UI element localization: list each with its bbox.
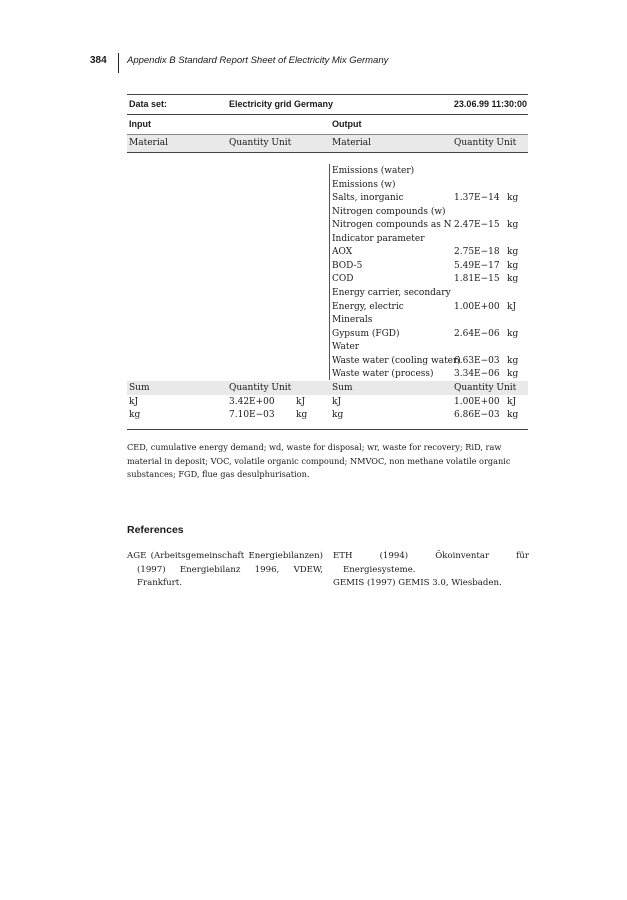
sum-header-row [127,382,528,395]
sum-in-material: kJ [129,397,139,407]
output-row [127,287,528,300]
output-material: Gypsum (FGD) [332,328,400,339]
references-left-column [127,550,323,591]
sum-out-material: kg [332,410,344,420]
output-material: COD [332,274,354,285]
output-material: Emissions (w) [332,179,396,190]
output-quantity: 5.49E−17 [454,260,500,271]
sum-out-quantity: 6.86E−03 [454,410,500,420]
output-material: Energy, electric [332,301,404,312]
output-material: Water [332,342,360,353]
table-rule [127,114,528,115]
references-right-column [333,550,529,591]
dataset-label: Data set: [129,99,168,109]
output-unit: kg [507,193,519,204]
output-row [127,328,528,341]
output-row [127,219,528,232]
output-material: Waste water (cooling water) [332,355,461,366]
output-row [127,273,528,286]
output-quantity: 2.47E−15 [454,220,500,231]
output-unit: kg [507,274,519,285]
sum-row [127,409,528,422]
output-label: Output [332,119,362,129]
output-material: AOX [332,247,353,258]
reference-entry: ETH (1994) Ökoinventar für Energiesysteme. [333,551,529,575]
sum-in-material: kg [129,410,141,420]
input-quantity-unit-header: Quantity Unit [229,138,292,148]
output-material: Emissions (water) [332,166,415,176]
header-divider [118,53,119,73]
output-quantity: 3.34E−06 [454,369,500,380]
output-row [127,260,528,273]
output-row [127,165,528,178]
output-unit: kg [507,328,519,339]
table-footnote: CED, cumulative energy demand; wd, waste for disposal; wr, waste for recovery; RiD, raw material in deposit; VOC, volatile organic compound; NMVOC, non methane volatile organic substances; FGD, flue gas desulphurisation. [127,442,511,479]
sum-label-output: Sum [332,383,353,393]
output-unit: kg [507,247,519,258]
output-material: Salts, inorganic [332,193,404,204]
reference-entry: GEMIS (1997) GEMIS 3.0, Wiesbaden. [333,578,502,588]
output-material: Waste water (process) [332,369,434,380]
section-header-row [127,118,528,131]
sum-quantity-unit-input: Quantity Unit [229,383,292,393]
dataset-date: 23.06.99 11:30:00 [453,99,527,109]
output-unit: kg [507,369,519,380]
output-row [127,355,528,368]
output-material: Indicator parameter [332,233,425,244]
table-rule [127,152,528,153]
output-row [127,233,528,246]
output-material-header: Material [332,138,371,148]
output-material: Minerals [332,315,373,326]
output-unit: kJ [507,301,517,312]
output-row [127,341,528,354]
column-header-row [127,137,528,150]
sum-row [127,396,528,409]
output-quantity: 1.81E−15 [454,274,500,285]
sum-out-material: kJ [332,397,342,407]
sum-in-quantity: 7.10E−03 [229,410,275,420]
output-quantity: 2.75E−18 [454,247,500,258]
output-quantity: 2.64E−06 [454,328,500,339]
running-title: Appendix B Standard Report Sheet of Electricity Mix Germany [127,55,389,66]
output-row [127,368,528,381]
sum-out-unit: kg [507,410,519,420]
dataset-name: Electricity grid Germany [229,99,334,109]
output-material: Nitrogen compounds (w) [332,206,446,217]
output-unit: kg [507,355,519,366]
references-title: References [127,524,184,536]
output-row [127,246,528,259]
page-number: 384 [90,55,107,66]
sum-label-input: Sum [129,383,150,393]
input-material-header: Material [129,138,168,148]
output-row [127,192,528,205]
table-bottom-rule [127,429,528,430]
output-material: BOD-5 [332,260,363,271]
output-material: Nitrogen compounds as N [332,220,452,231]
sum-in-quantity: 3.42E+00 [229,397,275,407]
sum-out-quantity: 1.00E+00 [454,397,500,407]
output-row [127,179,528,192]
output-unit: kg [507,260,519,271]
input-label: Input [129,119,151,129]
sum-quantity-unit-output: Quantity Unit [454,383,517,393]
dataset-row [127,98,528,111]
page-header [0,53,627,73]
table-top-rule [127,94,528,95]
output-row [127,206,528,219]
sum-out-unit: kJ [507,397,517,407]
output-quantity: 1.37E−14 [454,193,500,204]
output-quantity: 6.63E−03 [454,355,500,366]
output-material: Energy carrier, secondary [332,287,451,298]
output-row [127,314,528,327]
sum-in-unit: kJ [296,397,306,407]
output-quantity-unit-header: Quantity Unit [454,138,517,148]
reference-entry: AGE (Arbeitsgemeinschaft Energiebilanzen) (1997) Energiebilanz 1996, VDEW, Frankfurt. [127,551,323,588]
sum-in-unit: kg [296,410,308,420]
output-row [127,301,528,314]
output-quantity: 1.00E+00 [454,301,500,312]
output-unit: kg [507,220,519,231]
